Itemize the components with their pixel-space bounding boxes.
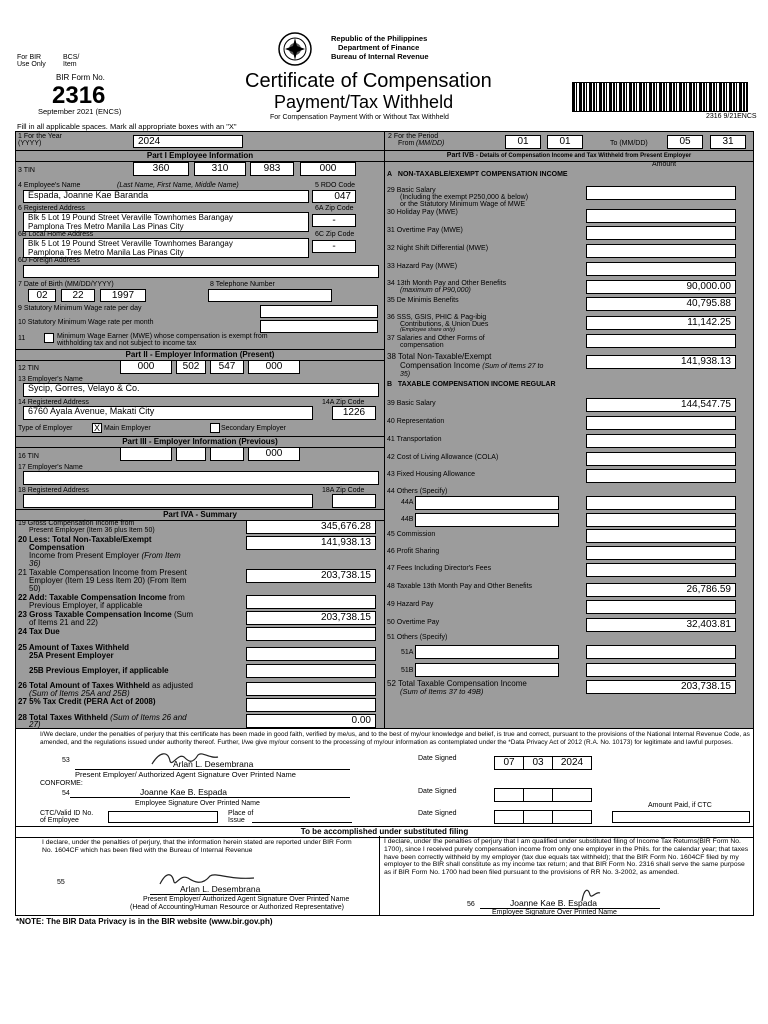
ctc-id-field[interactable] xyxy=(108,811,218,823)
employer-tin-2[interactable]: 502 xyxy=(176,360,206,374)
l44a-label: 44A xyxy=(401,499,414,506)
gross-compensation-field[interactable]: 345,676.28 xyxy=(246,520,376,534)
l21-label-b: Employer (Item 19 Less Item 20) (From Item xyxy=(29,576,187,585)
prev-tin-4[interactable]: 000 xyxy=(248,447,300,461)
signer-55-label-a: Present Employer/ Authorized Agent Signature Over Printed Name xyxy=(143,896,350,903)
prev-tin-2[interactable] xyxy=(176,447,206,461)
local-address-label: 6B Local Home Address xyxy=(18,231,94,238)
prev-tin-1[interactable] xyxy=(120,447,172,461)
l20-num: 20 xyxy=(18,535,27,544)
substituted-left-text: I declare, under the penalties of perjury, that the information herein stated are reported under BIR Form No. 1604CF which has been filed with the Bureau of Internal Revenue xyxy=(42,839,352,854)
l50-label: Overtime Pay xyxy=(396,619,440,626)
item-54-number: 54 xyxy=(62,790,70,797)
other-51b-name-field[interactable] xyxy=(415,663,559,677)
item-label: Item xyxy=(63,61,77,68)
commission-field[interactable] xyxy=(586,529,736,543)
transportation-field[interactable] xyxy=(586,434,736,448)
l33-num: 33 xyxy=(387,263,395,270)
amount-column-label: Amount xyxy=(652,161,677,168)
for-bir-label: For BIR xyxy=(17,54,42,61)
l22-label-b: Previous Employer, if applicable xyxy=(29,601,143,610)
ctc-label-1: CTC/Valid ID No. xyxy=(40,810,94,817)
bureau-label: Bureau of Internal Revenue xyxy=(331,52,429,61)
smw-month-field[interactable] xyxy=(260,320,378,333)
date-issue-day[interactable] xyxy=(523,810,553,824)
other-ntx-salaries-field[interactable] xyxy=(586,334,736,348)
l44-num: 44 xyxy=(387,488,395,495)
dob-month[interactable]: 02 xyxy=(28,289,56,302)
employer-tin-label: 12 TIN xyxy=(18,365,39,372)
total-taxes-withheld-field[interactable] xyxy=(246,682,376,696)
other-51b-amount-field[interactable] xyxy=(586,663,736,677)
date-54-year[interactable] xyxy=(552,788,592,802)
privacy-note: *NOTE: The BIR Data Privacy is in the BIR website (www.bir.gov.ph) xyxy=(16,917,273,926)
employee-tin-2[interactable]: 310 xyxy=(194,162,246,176)
prev-tin-3[interactable] xyxy=(210,447,244,461)
l38-label-b: Compensation Income xyxy=(400,361,481,370)
l23-label-b: of Items 21 and 22) xyxy=(29,618,98,627)
l28-num: 28 xyxy=(18,713,27,722)
l19-num: 19 xyxy=(18,520,26,527)
l29-label-a: Basic Salary xyxy=(396,187,436,194)
present-employer-tax-field[interactable] xyxy=(246,647,376,661)
employer-tin-3[interactable]: 547 xyxy=(210,360,244,374)
item-53-number: 53 xyxy=(62,757,70,764)
employer-name-field[interactable]: Sycip, Gorres, Velayo & Co. xyxy=(23,383,379,397)
l38-label-d: 35) xyxy=(400,371,411,378)
employee-tin-1[interactable]: 360 xyxy=(133,162,189,176)
smw-day-field[interactable] xyxy=(260,305,378,318)
mwe-label-2: withholding tax and not subject to income tax xyxy=(57,340,197,347)
part1-title: Part I Employee Information xyxy=(16,150,384,162)
taxable-13th-month-field[interactable]: 26,786.59 xyxy=(586,583,736,597)
total-non-taxable-field[interactable]: 141,938.13 xyxy=(586,355,736,369)
period-from-month[interactable]: 01 xyxy=(505,135,541,149)
place-label-2: Issue xyxy=(228,817,245,824)
l36-label-a: SSS, GSIS, PHIC & Pag-ibig xyxy=(396,314,487,321)
ctc-label-2: of Employee xyxy=(40,817,79,824)
l36-label-b: Contributions, & Union Dues xyxy=(400,321,489,328)
other-44b-amount-field[interactable] xyxy=(586,513,736,527)
l19-label-a: Gross Compensation Income from xyxy=(27,520,135,527)
l51b-label: 51B xyxy=(401,667,414,674)
signer-55-label-b: (Head of Accounting/Human Resource or Authorized Representative) xyxy=(130,904,345,911)
prev-employer-name-field[interactable] xyxy=(23,471,379,485)
date-issue-month[interactable] xyxy=(494,810,524,824)
employer-address-field[interactable]: 6760 Ayala Avenue, Makati City xyxy=(23,406,313,420)
amount-paid-label: Amount Paid, if CTC xyxy=(648,802,712,809)
taxable-present-field[interactable]: 203,738.15 xyxy=(246,569,376,583)
period-label: 2 For the Period xyxy=(388,133,439,140)
l31-num: 31 xyxy=(387,227,395,234)
dob-day[interactable]: 22 xyxy=(61,289,95,302)
l37-num: 37 xyxy=(387,335,395,342)
section-a-letter: A xyxy=(387,171,393,178)
part4a-title: Part IVA - Summary xyxy=(16,509,384,521)
prev-address-label: 18 Registered Address xyxy=(18,487,89,494)
substituted-right-text: I declare, under the penalties of perjury that I am qualified under substituted filing of Income Tax Returns(BIR Form No. 1700), since I received purely compensation income from only one employer in the Phils. for the calendar year; that taxes have been correctly withheld by my employer (tax due equals tax withheld); that the BIR Form No. 1604CF filed by my employer to the BIR shall constitute as my income tax return; and that BIR Form No. 2316 shall serve the same purpose as if BIR Form No. 1700 had been filed pursuant to the provisions of RR No. 3-2002, as amended. xyxy=(384,838,749,877)
form-date: September 2021 (ENCS) xyxy=(38,107,122,116)
representation-field[interactable] xyxy=(586,416,736,430)
item-56-number: 56 xyxy=(467,901,475,908)
other-51a-name-field[interactable] xyxy=(415,645,559,659)
gross-taxable-field[interactable]: 203,738.15 xyxy=(246,611,376,625)
l38-label-c: (Sum of Items 27 to xyxy=(482,363,544,370)
date-54-month[interactable] xyxy=(494,788,524,802)
date-53-year[interactable]: 2024 xyxy=(552,756,592,770)
l23-label-a2: (Sum xyxy=(173,610,194,619)
l44b-label: 44B xyxy=(401,516,414,523)
l20-label-b: Compensation xyxy=(29,543,85,552)
period-from-day[interactable]: 01 xyxy=(547,135,583,149)
l29-label-b: (Including the exempt P250,000 & below) xyxy=(400,194,529,201)
l51-label: Others (Specify) xyxy=(396,634,448,641)
mwe-label-1: Minimum Wage Earner (MWE) whose compensation is exempt from xyxy=(57,333,268,340)
telephone-field[interactable] xyxy=(208,289,332,302)
l22-label-a: Add: Taxable Compensation Income xyxy=(28,593,167,602)
l39-num: 39 xyxy=(387,400,395,407)
l43-label: Fixed Housing Allowance xyxy=(396,471,475,478)
cola-field[interactable] xyxy=(586,452,736,466)
contributions-field[interactable]: 11,142.25 xyxy=(586,316,736,330)
signer-56-name: Joanne Kae B. Espada xyxy=(510,898,597,908)
l50-num: 50 xyxy=(387,619,395,626)
employee-tin-4[interactable]: 000 xyxy=(300,162,356,176)
l34-label-a: 13th Month Pay and Other Benefits xyxy=(396,280,507,287)
overtime-pay-field[interactable]: 32,403.81 xyxy=(586,618,736,632)
prev-zip-label: 18A Zip Code xyxy=(322,487,365,494)
l41-num: 41 xyxy=(387,436,395,443)
prev-zip-field[interactable] xyxy=(332,494,376,508)
total-taxes-field[interactable]: 0.00 xyxy=(246,714,376,728)
year-label: 1 For the Year xyxy=(18,133,62,140)
tax-due-field[interactable] xyxy=(246,627,376,641)
period-from-label: From xyxy=(398,140,415,147)
l46-num: 46 xyxy=(387,548,395,555)
section-b-letter: B xyxy=(387,381,393,388)
l34-num: 34 xyxy=(387,280,395,287)
hazard-pay-field[interactable] xyxy=(586,600,736,614)
l26-label-a2: as adjusted xyxy=(152,681,193,690)
l37-label-a: Salaries and Other Forms of xyxy=(396,335,485,342)
tin-label: 3 TIN xyxy=(18,167,35,174)
l20-label-c: Income from Present Employer xyxy=(29,551,140,560)
barcode-image xyxy=(572,82,748,112)
tax-credit-field[interactable] xyxy=(246,698,376,712)
bir-seal-icon xyxy=(272,32,318,66)
declaration-text: I/We declare, under the penalties of perjury that this certificate has been made in good faith, verified by me/us, and to the best of my/our knowledge and belief, is true and correct, pursuant to the provisions of the National Internal Revenue Code, as amended, and the regulations issued under authority thereof. Further, I/we give my/our consent to the processing of my/our information as contemplated under the *Data Privacy Act of 2012 (R.A. No. 10173) for legitimate and lawful purposes. xyxy=(40,731,750,746)
l35-num: 35 xyxy=(387,297,395,304)
main-employer-checkbox[interactable]: X xyxy=(93,423,100,433)
housing-allowance-field[interactable] xyxy=(586,469,736,483)
signer-53-name: Arlan L. Desembrana xyxy=(173,759,254,769)
reg-address-line1: Blk 5 Lot 19 Pound Street Veraville Townhomes Barangay xyxy=(28,213,233,222)
employer-zip-label: 14A Zip Code xyxy=(322,399,365,406)
l25a-label: 25A Present Employer xyxy=(29,651,114,660)
l44-label: Others (Specify) xyxy=(396,488,448,495)
form-title-line2: Payment/Tax Withheld xyxy=(274,92,454,112)
employee-tin-3[interactable]: 983 xyxy=(250,162,294,176)
signer-54-name: Joanne Kae B. Espada xyxy=(140,787,227,797)
basic-salary-field[interactable]: 144,547.75 xyxy=(586,398,736,412)
l27-num: 27 xyxy=(18,697,27,706)
bcs-label: BCS/ xyxy=(63,54,80,61)
l40-num: 40 xyxy=(387,418,395,425)
l41-label: Transportation xyxy=(396,436,442,443)
period-to-month[interactable]: 05 xyxy=(667,135,703,149)
year-format: (YYYY) xyxy=(18,140,42,147)
employee-name-field[interactable]: Espada, Joanne Kae Baranda xyxy=(23,190,309,203)
l30-label: Holiday Pay (MWE) xyxy=(396,209,458,216)
signer-56-label: Employee Signature Over Printed Name xyxy=(492,909,617,916)
l49-num: 49 xyxy=(387,601,395,608)
l47-num: 47 xyxy=(387,565,395,572)
l22-label-a2: from xyxy=(168,593,185,602)
part4b-title-rest: - Details of Compensation Income and Tax Withheld from Present Employer xyxy=(475,153,692,159)
l38-label-a: Total Non-Taxable/Exempt xyxy=(397,352,492,361)
employer-name-label: 13 Employer's Name xyxy=(18,376,83,383)
foreign-address-field[interactable] xyxy=(23,265,379,278)
zip-6c-field[interactable]: - xyxy=(312,240,356,253)
section-b-title: TAXABLE COMPENSATION INCOME REGULAR xyxy=(397,381,556,388)
l33-label: Hazard Pay (MWE) xyxy=(396,263,458,270)
night-shift-field[interactable] xyxy=(586,244,736,258)
form-number: 2316 xyxy=(52,82,106,109)
year-field[interactable]: 2024 xyxy=(133,135,243,148)
local-address-line1: Blk 5 Lot 19 Pound Street Veraville Townhomes Barangay xyxy=(28,239,233,248)
ntx-basic-salary-field[interactable] xyxy=(586,186,736,200)
l37-label-b: compensation xyxy=(400,342,444,349)
place-label-1: Place of xyxy=(228,810,254,817)
l29-num: 29 xyxy=(387,187,395,194)
reg-address-label: 6 Registered Address xyxy=(18,205,85,212)
form-title-line1: Certificate of Compensation xyxy=(245,70,492,92)
l35-label: De Minimis Benefits xyxy=(396,297,459,304)
employee-name-label: 4 Employee's Name xyxy=(18,182,81,189)
prev-address-field[interactable] xyxy=(23,494,313,508)
previous-employer-tax-field[interactable] xyxy=(246,664,376,678)
other-44a-amount-field[interactable] xyxy=(586,496,736,510)
part3-title: Part III - Employer Information (Previous) xyxy=(16,436,384,448)
other-44a-name-field[interactable] xyxy=(415,496,559,510)
employer-type-label: Type of Employer xyxy=(18,425,73,432)
l38-num: 38 xyxy=(387,352,396,361)
l23-label-a: Gross Taxable Compensation Income xyxy=(29,610,172,619)
employee-name-hint: (Last Name, First Name, Middle Name) xyxy=(117,182,239,189)
prev-tin-label: 16 TIN xyxy=(18,453,39,460)
l31-label: Overtime Pay (MWE) xyxy=(396,227,463,234)
prev-employer-name-label: 17 Employer's Name xyxy=(18,464,83,471)
l43-num: 43 xyxy=(387,471,395,478)
l45-label: Commission xyxy=(396,531,436,538)
use-only-label: Use Only xyxy=(17,61,46,68)
l26-num: 26 xyxy=(18,681,27,690)
period-to-label: To (MM/DD) xyxy=(610,140,648,147)
l40-label: Representation xyxy=(396,418,445,425)
period-from-format: (MM/DD) xyxy=(416,140,445,147)
local-address-field[interactable] xyxy=(23,238,309,258)
conforme-label: CONFORME: xyxy=(40,780,83,787)
dob-label: 7 Date of Birth (MM/DD/YYYY) xyxy=(18,281,114,288)
barcode-code: 2316 9/21ENCS xyxy=(706,113,757,120)
signer-53-label: Present Employer/ Authorized Agent Signature Over Printed Name xyxy=(75,770,296,779)
l52-label-a: Total Taxable Compensation Income xyxy=(397,679,527,688)
smw-day-label: 9 Statutory Minimum Wage rate per day xyxy=(18,305,142,312)
date-53-day[interactable]: 03 xyxy=(523,756,553,770)
l42-label: Cost of Living Allowance (COLA) xyxy=(396,454,499,461)
employer-zip-field[interactable]: 1226 xyxy=(332,406,376,420)
secondary-employer-label: Secondary Employer xyxy=(221,425,286,432)
republic-label: Republic of the Philippines xyxy=(331,34,428,43)
main-employer-label: Main Employer xyxy=(104,425,151,432)
l34-label-b: (maximum of P90,000) xyxy=(400,287,471,294)
holiday-pay-field[interactable] xyxy=(586,209,736,223)
l21-label-a: Taxable Compensation Income from Present xyxy=(28,568,187,577)
l49-label: Hazard Pay xyxy=(396,601,434,608)
employer-tin-1[interactable]: 000 xyxy=(120,360,172,374)
l19-label-b: Present Employer (Item 36 plus Item 50) xyxy=(29,527,155,534)
l26-label-b: (Sum of Items 25A and 25B) xyxy=(29,689,130,698)
l42-num: 42 xyxy=(387,454,395,461)
l32-label: Night Shift Differential (MWE) xyxy=(396,245,489,252)
part4b-title: Part IVB xyxy=(446,152,475,159)
l24-num: 24 xyxy=(18,627,27,636)
l46-label: Profit Sharing xyxy=(396,548,440,555)
l28-label-a2: (Sum of Items 26 and xyxy=(110,713,187,722)
department-label: Department of Finance xyxy=(338,43,420,52)
l36-label-c: (Employee share only) xyxy=(400,327,456,333)
instructions-text: Fill in all applicable spaces. Mark all appropriate boxes with an "X" xyxy=(17,122,237,131)
l52-num: 52 xyxy=(387,679,396,688)
non-taxable-total-field[interactable]: 141,938.13 xyxy=(246,536,376,550)
l20-label-e: 36) xyxy=(29,559,41,568)
form-subtitle: For Compensation Payment With or Without Tax Withheld xyxy=(270,114,449,121)
dob-year[interactable]: 1997 xyxy=(100,289,146,302)
signer-55-name: Arlan L. Desembrana xyxy=(180,884,261,894)
foreign-address-label: 6D Foreign Address xyxy=(18,257,80,264)
mwe-checkbox[interactable] xyxy=(44,333,54,343)
rdo-label: 5 RDO Code xyxy=(315,182,356,189)
signer-54-label: Employee Signature Over Printed Name xyxy=(135,800,260,807)
taxable-previous-field[interactable] xyxy=(246,595,376,609)
date-53-month[interactable]: 07 xyxy=(494,756,524,770)
l47-label: Fees Including Director's Fees xyxy=(396,565,492,572)
section-a-title: NON-TAXABLE/EXEMPT COMPENSATION INCOME xyxy=(397,171,568,178)
de-minimis-field[interactable]: 40,795.88 xyxy=(586,297,736,311)
substituted-title: To be accomplished under substituted filing xyxy=(15,826,754,838)
amount-paid-field[interactable] xyxy=(612,811,750,823)
zip-6a-field[interactable]: - xyxy=(312,214,356,227)
l25-num: 25 xyxy=(18,643,27,652)
date-signed-label-54: Date Signed xyxy=(418,788,457,795)
l28-label-b: 27) xyxy=(29,720,41,729)
mwe-number: 11 xyxy=(18,335,26,342)
l20-label-d: (From Item xyxy=(141,551,181,560)
reg-address-line2: Pamplona Tres Metro Manila Las Pinas City xyxy=(28,222,184,231)
l22-num: 22 xyxy=(18,593,27,602)
thirteenth-month-ntx-field[interactable]: 90,000.00 xyxy=(586,280,736,294)
item-55-number: 55 xyxy=(57,879,65,886)
l27-label: 5% Tax Credit (PERA Act of 2008) xyxy=(29,697,156,706)
employer-address-label: 14 Registered Address xyxy=(18,399,89,406)
total-taxable-field[interactable]: 203,738.15 xyxy=(586,680,736,694)
date-issue-label: Date Signed xyxy=(418,810,457,817)
l20-label-a: Less: Total Non-Taxable/Exempt xyxy=(29,535,152,544)
reg-address-field[interactable] xyxy=(23,212,309,232)
other-51a-amount-field[interactable] xyxy=(586,645,736,659)
local-address-line2: Pamplona Tres Metro Manila Las Pinas City xyxy=(28,248,184,257)
other-44b-name-field[interactable] xyxy=(415,513,559,527)
l48-num: 48 xyxy=(387,583,395,590)
l24-label: Tax Due xyxy=(29,627,60,636)
l25-label-a: Amount of Taxes Withheld xyxy=(28,643,130,652)
l28-label-a: Total Taxes Withheld xyxy=(29,713,108,722)
l25b-label: 25B Previous Employer, if applicable xyxy=(29,666,169,675)
secondary-employer-checkbox[interactable] xyxy=(210,423,220,433)
employer-tin-4[interactable]: 000 xyxy=(248,360,300,374)
smw-month-label: 10 Statutory Minimum Wage rate per month xyxy=(18,319,154,326)
l48-label: Taxable 13th Month Pay and Other Benefits xyxy=(396,583,533,590)
l21-label-c: 50) xyxy=(29,584,41,593)
l30-num: 30 xyxy=(387,209,395,216)
l39-label: Basic Salary xyxy=(396,400,436,407)
telephone-label: 8 Telephone Number xyxy=(210,281,275,288)
l32-num: 32 xyxy=(387,245,395,252)
l45-num: 45 xyxy=(387,531,395,538)
period-to-day[interactable]: 31 xyxy=(710,135,746,149)
part2-title: Part II - Employer Information (Present) xyxy=(16,349,384,361)
zip-6a-label: 6A Zip Code xyxy=(315,205,354,212)
l29-label-c: or the Statutory Minimum Wage of MWE xyxy=(400,201,525,208)
mwe-overtime-field[interactable] xyxy=(586,226,736,240)
signature-53-icon xyxy=(150,749,220,769)
l26-label-a: Total Amount of Taxes Withheld xyxy=(29,681,150,690)
form-no-label: BIR Form No. xyxy=(56,73,105,82)
rdo-field[interactable]: 047 xyxy=(312,190,356,203)
directors-fees-field[interactable] xyxy=(586,563,736,577)
l51a-label: 51A xyxy=(401,649,414,656)
l52-label-b: (Sum of Items 37 to 49B) xyxy=(400,687,484,696)
zip-6c-label: 6C Zip Code xyxy=(315,231,355,238)
l51-num: 51 xyxy=(387,634,395,641)
profit-sharing-field[interactable] xyxy=(586,546,736,560)
l36-num: 36 xyxy=(387,314,395,321)
mwe-hazard-pay-field[interactable] xyxy=(586,262,736,276)
date-issue-year[interactable] xyxy=(552,810,592,824)
date-signed-label-53: Date Signed xyxy=(418,755,457,762)
l21-num: 21 xyxy=(18,568,27,577)
place-of-issue-line xyxy=(252,822,352,823)
date-54-day[interactable] xyxy=(523,788,553,802)
l23-num: 23 xyxy=(18,610,27,619)
